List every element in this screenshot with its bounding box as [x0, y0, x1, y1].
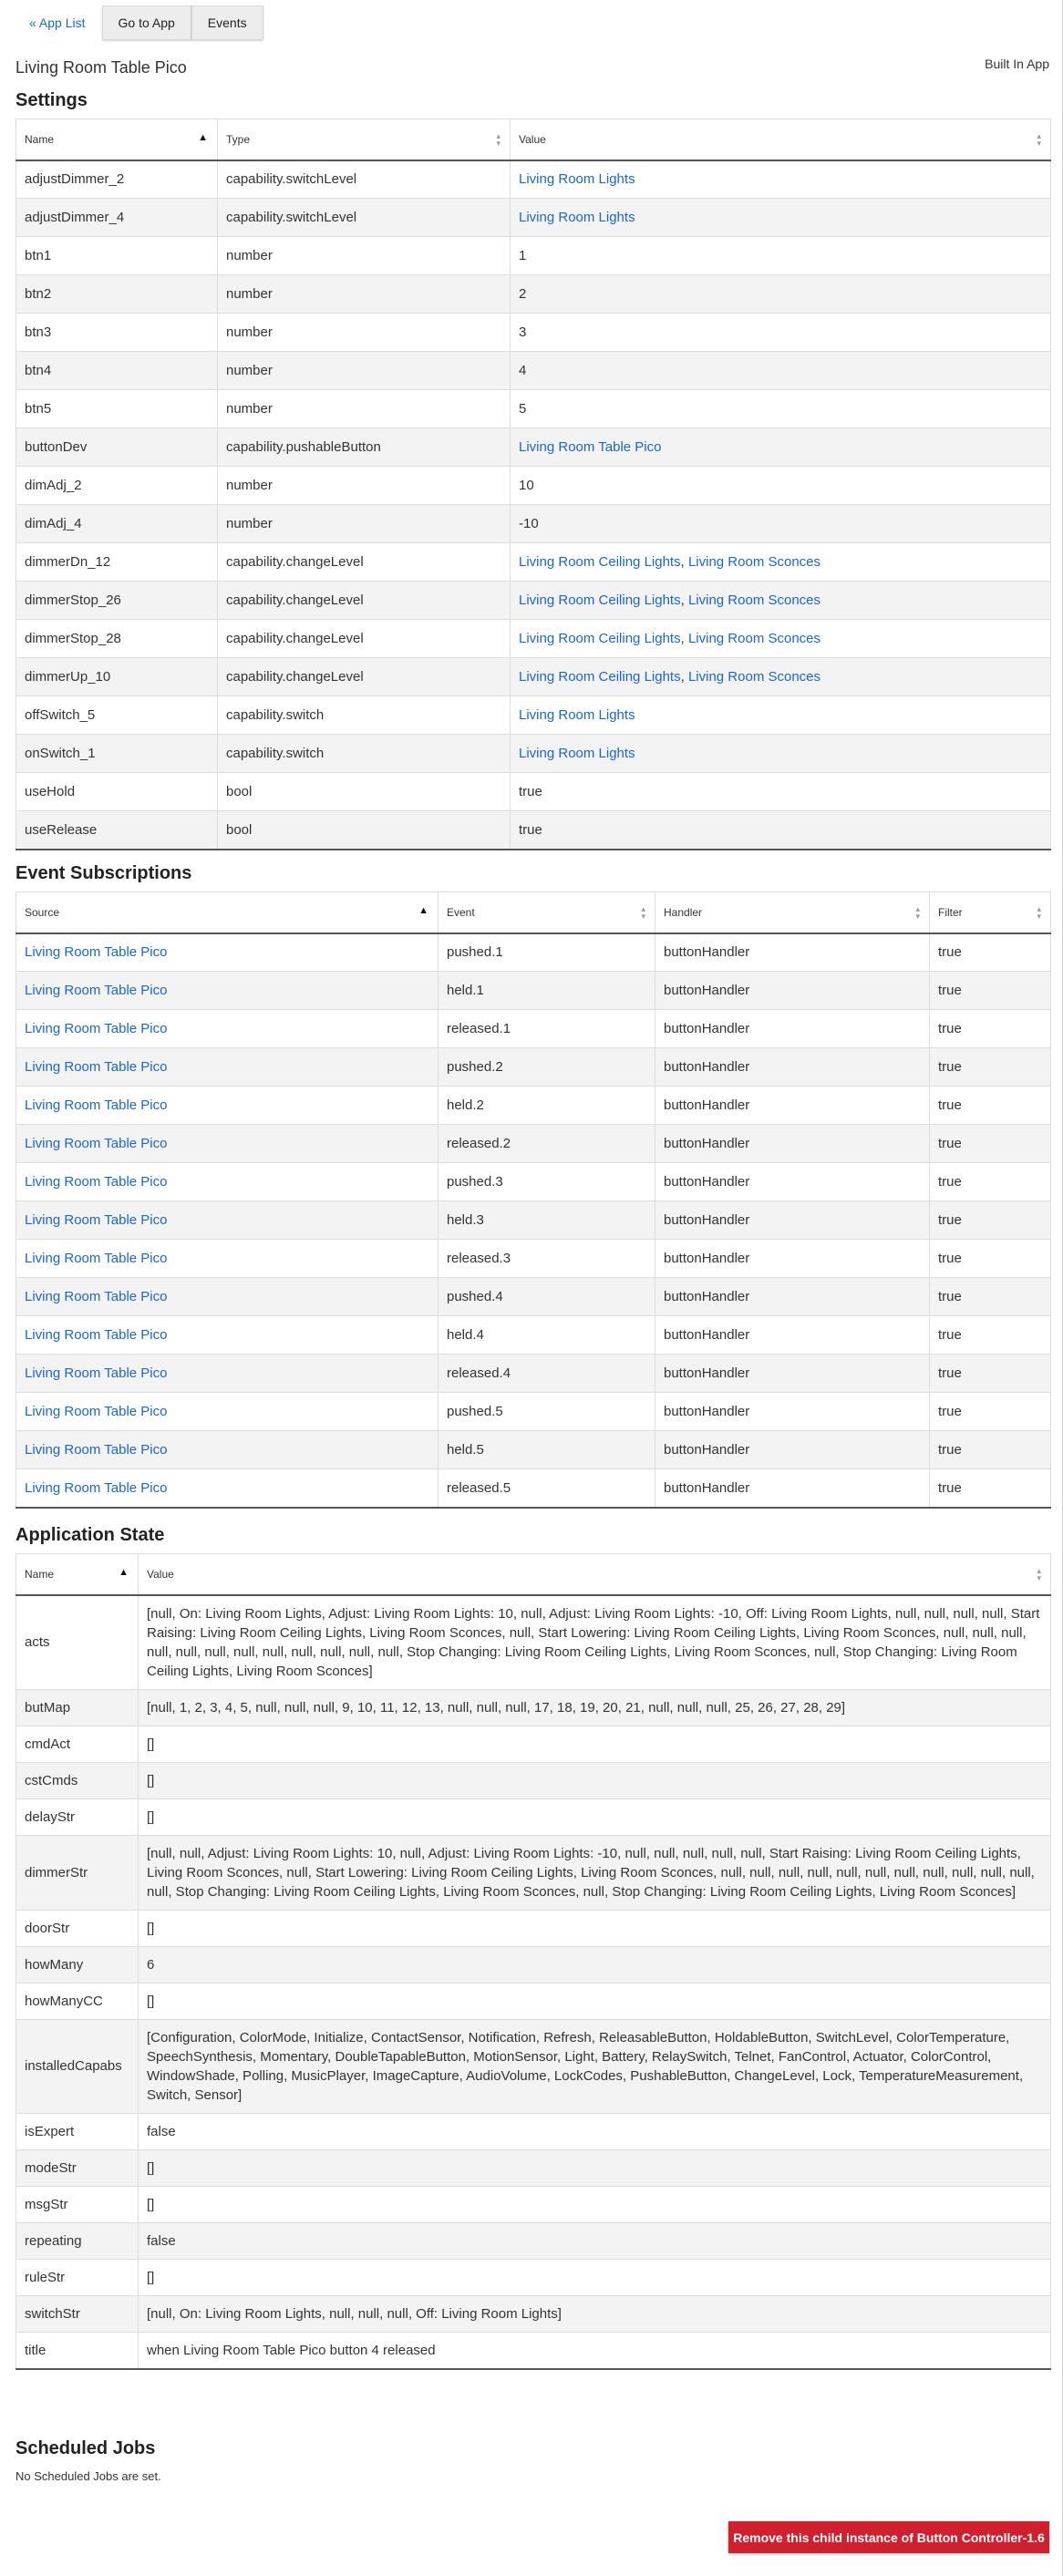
table-row	[16, 1355, 1051, 1393]
setting-value-text: 1	[519, 248, 527, 263]
subscription-handler: buttonHandler	[655, 1087, 930, 1125]
table-row	[16, 1946, 1051, 1983]
subscription-event: held.1	[439, 972, 655, 1010]
subscription-source	[16, 1431, 439, 1469]
subscription-handler: buttonHandler	[655, 1393, 930, 1431]
device-link[interactable]: Living Room Lights	[519, 746, 635, 761]
setting-value-text: 2	[519, 286, 527, 302]
subscription-filter: true	[930, 1393, 1051, 1431]
setting-value	[511, 467, 1051, 505]
state-name: howMany	[16, 1946, 139, 1983]
source-device-link[interactable]: Living Room Table Pico	[25, 1136, 168, 1151]
sort-arrows-icon: ▴ ▾	[915, 904, 920, 921]
setting-value-text: true	[519, 784, 542, 799]
table-row	[16, 428, 1051, 467]
setting-type: number	[218, 275, 511, 314]
setting-name: dimmerStop_26	[16, 582, 218, 620]
subscription-handler: buttonHandler	[655, 1278, 930, 1316]
subscription-filter: true	[930, 1010, 1051, 1048]
source-device-link[interactable]: Living Room Table Pico	[25, 1365, 168, 1381]
device-link[interactable]: Living Room Sconces	[687, 669, 821, 685]
state-value: []	[139, 2149, 1051, 2186]
table-row	[16, 1726, 1051, 1762]
table-row	[16, 2295, 1051, 2332]
subscription-handler: buttonHandler	[655, 1431, 930, 1469]
device-link[interactable]: Living Room Lights	[519, 210, 635, 225]
subscription-handler: buttonHandler	[655, 1201, 930, 1240]
device-link[interactable]: Living Room Sconces	[687, 631, 821, 646]
subscription-event: pushed.1	[439, 933, 655, 972]
subscription-event: held.5	[439, 1431, 655, 1469]
setting-value	[511, 237, 1051, 275]
table-row	[16, 2186, 1051, 2222]
settings-header-type[interactable]	[218, 119, 511, 160]
table-row	[16, 1595, 1051, 1690]
table-row	[16, 1983, 1051, 2019]
setting-type: number	[218, 467, 511, 505]
table-row	[16, 2222, 1051, 2259]
setting-type: capability.changeLevel	[218, 658, 511, 696]
state-name: howManyCC	[16, 1983, 139, 2019]
table-row	[16, 505, 1051, 543]
subscription-event: held.3	[439, 1201, 655, 1240]
setting-name: useHold	[16, 773, 218, 811]
subscription-source	[16, 933, 439, 972]
setting-name: dimmerUp_10	[16, 658, 218, 696]
device-link[interactable]: Living Room Ceiling Lights	[519, 669, 681, 685]
source-device-link[interactable]: Living Room Table Pico	[25, 1059, 168, 1075]
subscription-event: released.2	[439, 1125, 655, 1163]
state-value: []	[139, 1762, 1051, 1798]
state-value: [null, null, Adjust: Living Room Lights: 10, null, Adjust: Living Room Lights: -10, null, null, null, null, null, Start Raising: Living Room Ceiling Lights, Living Room Sconces, null, Start Lowering: Living Room Ceiling Lights, Living Room Sconces, null, null, null, null, null, null, null, null, null, null, null, null, Stop Changing: Living Room Ceiling Lights, Living Room Sconces, null, Stop Changing: Living Room Ceiling Lights, Living Room Sconces]	[139, 1835, 1051, 1910]
setting-type: number	[218, 314, 511, 352]
source-device-link[interactable]: Living Room Table Pico	[25, 1404, 168, 1419]
table-row	[16, 1910, 1051, 1946]
table-row	[16, 933, 1051, 972]
setting-value	[511, 199, 1051, 237]
table-row	[16, 773, 1051, 811]
device-link[interactable]: Living Room Lights	[519, 171, 635, 188]
setting-value: Living Room Ceiling Lights, Living Room Sconces	[511, 658, 1051, 696]
table-row	[16, 1316, 1051, 1355]
subscription-event: pushed.3	[439, 1163, 655, 1201]
subscription-filter: true	[930, 1469, 1051, 1508]
state-name: cstCmds	[16, 1762, 139, 1798]
subscription-handler: buttonHandler	[655, 1163, 930, 1201]
setting-type: number	[218, 505, 511, 543]
device-link[interactable]: Living Room Sconces	[687, 592, 821, 608]
table-row	[16, 1201, 1051, 1240]
source-device-link[interactable]: Living Room Table Pico	[25, 1174, 168, 1190]
sort-arrows-icon: ▴ ▾	[641, 904, 645, 921]
setting-type: bool	[218, 811, 511, 850]
subscription-filter: true	[930, 972, 1051, 1010]
table-row	[16, 620, 1051, 658]
setting-name: buttonDev	[16, 428, 218, 467]
table-row	[16, 972, 1051, 1010]
subscription-filter: true	[930, 1240, 1051, 1278]
subscription-event: released.4	[439, 1355, 655, 1393]
state-name: modeStr	[16, 2149, 139, 2186]
subscription-event: pushed.5	[439, 1393, 655, 1431]
setting-value	[511, 505, 1051, 543]
source-device-link[interactable]: Living Room Table Pico	[25, 1212, 168, 1228]
table-row	[16, 1278, 1051, 1316]
table-row	[16, 811, 1051, 850]
state-value: [null, On: Living Room Lights, null, null, null, Off: Living Room Lights]	[139, 2295, 1051, 2332]
setting-type: capability.switchLevel	[218, 199, 511, 237]
table-row	[16, 658, 1051, 696]
setting-value-text: -10	[519, 516, 539, 531]
source-device-link[interactable]: Living Room Table Pico	[25, 1289, 168, 1304]
state-value: false	[139, 2113, 1051, 2149]
settings-title: Settings	[15, 90, 88, 110]
table-row	[16, 2113, 1051, 2149]
events-button[interactable]: Events	[191, 5, 263, 40]
state-value: false	[139, 2222, 1051, 2259]
source-device-link[interactable]: Living Room Table Pico	[25, 1097, 168, 1113]
subscription-event: released.3	[439, 1240, 655, 1278]
subscription-source	[16, 972, 439, 1010]
setting-name: btn3	[16, 314, 218, 352]
setting-name: dimmerStop_28	[16, 620, 218, 658]
subscription-filter: true	[930, 1087, 1051, 1125]
table-row	[16, 1048, 1051, 1087]
setting-value-text: true	[519, 821, 542, 838]
setting-type: number	[218, 390, 511, 428]
subscriptions-header-event-label: Event	[447, 905, 475, 919]
table-row	[16, 2332, 1051, 2369]
setting-value: Living Room Ceiling Lights, Living Room Sconces	[511, 543, 1051, 582]
setting-name: onSwitch_1	[16, 735, 218, 773]
state-name: isExpert	[16, 2113, 139, 2149]
settings-table-body	[16, 160, 1051, 850]
state-value: []	[139, 1726, 1051, 1762]
table-row	[16, 2149, 1051, 2186]
table-row	[16, 160, 1051, 199]
source-device-link[interactable]: Living Room Table Pico	[25, 983, 168, 998]
setting-name: dimAdj_4	[16, 505, 218, 543]
subscription-source	[16, 1125, 439, 1163]
subscriptions-header-filter-label: Filter	[938, 905, 963, 919]
table-row	[16, 1835, 1051, 1910]
table-row	[16, 1689, 1051, 1726]
setting-type: capability.changeLevel	[218, 582, 511, 620]
state-value: [null, 1, 2, 3, 4, 5, null, null, null, 9, 10, 11, 12, 13, null, null, null, 17, 18, 19, 20, 21, null, null, null, 25, 26, 27, 28, 29]	[139, 1689, 1051, 1726]
subscription-handler: buttonHandler	[655, 1125, 930, 1163]
state-name: ruleStr	[16, 2259, 139, 2295]
app-list-link[interactable]: « App List	[29, 15, 86, 30]
settings-header-type-label: Type	[226, 132, 251, 146]
setting-name: adjustDimmer_4	[16, 199, 218, 237]
device-link[interactable]: Living Room Sconces	[687, 554, 821, 570]
device-link[interactable]: Living Room Lights	[519, 707, 635, 723]
subscription-handler: buttonHandler	[655, 1010, 930, 1048]
state-name: switchStr	[16, 2295, 139, 2332]
settings-header-name[interactable]	[16, 119, 218, 160]
table-row	[16, 1469, 1051, 1508]
subscriptions-table	[15, 891, 1051, 1509]
table-row	[16, 1240, 1051, 1278]
state-name: delayStr	[16, 1798, 139, 1835]
setting-type: number	[218, 237, 511, 275]
settings-header-value-label: Value	[519, 132, 546, 146]
subscription-filter: true	[930, 1048, 1051, 1087]
setting-value	[511, 390, 1051, 428]
app-kind-label: Built In App	[985, 57, 1049, 71]
state-name: repeating	[16, 2222, 139, 2259]
setting-type: capability.switch	[218, 735, 511, 773]
subscription-event: held.2	[439, 1087, 655, 1125]
table-row	[16, 1087, 1051, 1125]
state-name: msgStr	[16, 2186, 139, 2222]
subscription-source	[16, 1393, 439, 1431]
setting-value	[511, 275, 1051, 314]
subscriptions-title: Event Subscriptions	[15, 863, 192, 883]
state-table	[15, 1553, 1051, 2370]
setting-value	[511, 811, 1051, 850]
setting-name: btn2	[16, 275, 218, 314]
sort-ascending-icon: ▲	[198, 132, 208, 143]
table-row	[16, 352, 1051, 390]
sort-ascending-icon: ▲	[119, 1567, 129, 1578]
settings-header-name-label: Name	[25, 132, 55, 146]
table-row	[16, 390, 1051, 428]
setting-value	[511, 696, 1051, 735]
setting-name: offSwitch_5	[16, 696, 218, 735]
table-row	[16, 1431, 1051, 1469]
subscriptions-header-source-label: Source	[25, 905, 60, 919]
subscription-filter: true	[930, 1431, 1051, 1469]
sort-arrows-icon: ▴ ▾	[1037, 131, 1041, 148]
setting-name: dimAdj_2	[16, 467, 218, 505]
setting-value	[511, 735, 1051, 773]
state-value: []	[139, 1983, 1051, 2019]
subscription-handler: buttonHandler	[655, 1240, 930, 1278]
subscription-filter: true	[930, 1355, 1051, 1393]
subscriptions-header-filter[interactable]	[930, 892, 1051, 933]
subscriptions-table-body	[16, 933, 1051, 1508]
subscription-source	[16, 1316, 439, 1355]
table-row	[16, 199, 1051, 237]
table-row	[16, 2259, 1051, 2295]
table-row	[16, 237, 1051, 275]
setting-name: adjustDimmer_2	[16, 160, 218, 199]
sort-arrows-icon: ▴ ▾	[1037, 904, 1041, 921]
subscription-event: released.5	[439, 1469, 655, 1508]
subscription-event: pushed.4	[439, 1278, 655, 1316]
setting-type: capability.pushableButton	[218, 428, 511, 467]
source-device-link[interactable]: Living Room Table Pico	[25, 1479, 168, 1496]
source-device-link[interactable]: Living Room Table Pico	[25, 1021, 168, 1036]
sort-ascending-icon: ▲	[418, 905, 428, 916]
subscription-source	[16, 1201, 439, 1240]
state-name: installedCapabs	[16, 2019, 139, 2113]
table-row	[16, 1010, 1051, 1048]
sort-arrows-icon: ▴ ▾	[496, 131, 501, 148]
top-nav	[13, 5, 263, 40]
source-device-link[interactable]: Living Room Table Pico	[25, 944, 168, 961]
setting-type: capability.changeLevel	[218, 620, 511, 658]
state-header-name[interactable]	[16, 1554, 139, 1595]
go-to-app-button[interactable]: Go to App	[102, 5, 191, 40]
device-link[interactable]: Living Room Ceiling Lights	[519, 631, 681, 646]
settings-table	[15, 118, 1051, 850]
state-value: []	[139, 1798, 1051, 1835]
subscription-source	[16, 1469, 439, 1508]
subscription-source	[16, 1163, 439, 1201]
table-row	[16, 275, 1051, 314]
device-link[interactable]: Living Room Table Pico	[519, 439, 662, 455]
sort-arrows-icon: ▴ ▾	[1037, 1566, 1041, 1582]
subscription-source	[16, 1355, 439, 1393]
table-row	[16, 1798, 1051, 1835]
app-title: Living Room Table Pico	[15, 58, 187, 77]
subscription-event: released.1	[439, 1010, 655, 1048]
device-link[interactable]: Living Room Ceiling Lights	[519, 592, 681, 608]
state-value: [Configuration, ColorMode, Initialize, ContactSensor, Notification, Refresh, ReleasableButton, HoldableButton, SwitchLevel, ColorTemperature, SpeechSynthesis, Momentary, DoubleTapableButton, MotionSensor, Light, Battery, RelaySwitch, Telnet, FanControl, Actuator, ColorControl, WindowShade, Polling, MusicPlayer, ImageCapture, AudioVolume, LockCodes, PushableButton, ChangeLevel, Lock, TemperatureMeasurement, Switch, Sensor]	[139, 2019, 1051, 2113]
state-header-value[interactable]	[139, 1554, 1051, 1595]
subscription-handler: buttonHandler	[655, 933, 930, 972]
table-row	[16, 1125, 1051, 1163]
state-name: butMap	[16, 1689, 139, 1726]
table-row	[16, 696, 1051, 735]
subscription-handler: buttonHandler	[655, 1316, 930, 1355]
subscription-source	[16, 1048, 439, 1087]
table-row	[16, 1762, 1051, 1798]
state-name: title	[16, 2332, 139, 2369]
setting-value-text: 10	[519, 478, 534, 493]
subscription-filter: true	[930, 1201, 1051, 1240]
subscription-filter: true	[930, 933, 1051, 972]
subscription-filter: true	[930, 1163, 1051, 1201]
table-row	[16, 314, 1051, 352]
state-name: doorStr	[16, 1910, 139, 1946]
setting-value-text: 5	[519, 401, 527, 417]
state-header-value-label: Value	[147, 1567, 174, 1581]
setting-value-text: 3	[519, 325, 527, 340]
state-value: []	[139, 1910, 1051, 1946]
subscriptions-header-event[interactable]	[439, 892, 655, 933]
setting-type: capability.switchLevel	[218, 160, 511, 199]
setting-name: useRelease	[16, 811, 218, 850]
subscription-filter: true	[930, 1316, 1051, 1355]
source-device-link[interactable]: Living Room Table Pico	[25, 1327, 168, 1343]
setting-value	[511, 314, 1051, 352]
state-name: dimmerStr	[16, 1835, 139, 1910]
subscription-event: pushed.2	[439, 1048, 655, 1087]
subscription-source	[16, 1240, 439, 1278]
state-name: cmdAct	[16, 1726, 139, 1762]
setting-value-text: 4	[519, 363, 527, 378]
subscription-handler: buttonHandler	[655, 1355, 930, 1393]
subscription-handler: buttonHandler	[655, 1469, 930, 1508]
state-value: when Living Room Table Pico button 4 released	[139, 2332, 1051, 2369]
scheduled-title: Scheduled Jobs	[15, 2438, 156, 2458]
setting-value	[511, 773, 1051, 811]
settings-header-value[interactable]	[511, 119, 1051, 160]
subscriptions-header-handler[interactable]	[655, 892, 930, 933]
subscription-handler: buttonHandler	[655, 972, 930, 1010]
device-link[interactable]: Living Room Ceiling Lights	[519, 554, 681, 570]
state-table-body	[16, 1595, 1051, 2369]
state-header-name-label: Name	[25, 1567, 55, 1581]
source-device-link[interactable]: Living Room Table Pico	[25, 1442, 168, 1458]
table-row	[16, 543, 1051, 582]
setting-type: capability.switch	[218, 696, 511, 735]
subscription-handler: buttonHandler	[655, 1048, 930, 1087]
subscriptions-header-handler-label: Handler	[664, 905, 703, 919]
subscription-event: held.4	[439, 1316, 655, 1355]
subscription-source	[16, 1278, 439, 1316]
setting-name: btn5	[16, 390, 218, 428]
subscriptions-header-source[interactable]	[16, 892, 439, 933]
table-row	[16, 582, 1051, 620]
subscription-source	[16, 1010, 439, 1048]
source-device-link[interactable]: Living Room Table Pico	[25, 1251, 168, 1266]
setting-name: dimmerDn_12	[16, 543, 218, 582]
table-row	[16, 1393, 1051, 1431]
table-row	[16, 2019, 1051, 2113]
setting-value	[511, 428, 1051, 467]
subscription-filter: true	[930, 1278, 1051, 1316]
scheduled-empty-text: No Scheduled Jobs are set.	[15, 2469, 161, 2483]
setting-name: btn4	[16, 352, 218, 390]
state-value: [null, On: Living Room Lights, Adjust: Living Room Lights: 10, null, Adjust: Living Room Lights: -10, Off: Living Room Lights, null, null, null, null, Start Raising: Living Room Ceiling Lights, Living Room Sconces, null, Start Lowering: Living Room Ceiling Lights, Living Room Sconces, null, null, null, null, null, null, null, null, null, null, null, null, Stop Changing: Living Room Ceiling Lights, Living Room Sconces, null, Stop Changing: Living Room Ceiling Lights, Living Room Sconces]	[139, 1595, 1051, 1690]
setting-value	[511, 352, 1051, 390]
state-title: Application State	[15, 1525, 165, 1545]
state-value: 6	[139, 1946, 1051, 1983]
table-row	[16, 1163, 1051, 1201]
setting-type: capability.changeLevel	[218, 543, 511, 582]
state-value: []	[139, 2186, 1051, 2222]
subscription-filter: true	[930, 1125, 1051, 1163]
remove-child-instance-button[interactable]: Remove this child instance of Button Controller-1.6	[728, 2521, 1049, 2553]
setting-value: Living Room Ceiling Lights, Living Room Sconces	[511, 620, 1051, 658]
setting-value: Living Room Ceiling Lights, Living Room Sconces	[511, 582, 1051, 620]
setting-value	[511, 160, 1051, 199]
setting-type: number	[218, 352, 511, 390]
table-row	[16, 467, 1051, 505]
table-row	[16, 735, 1051, 773]
setting-name: btn1	[16, 237, 218, 275]
state-value: []	[139, 2259, 1051, 2295]
subscription-source	[16, 1087, 439, 1125]
state-name: acts	[16, 1595, 139, 1690]
setting-type: bool	[218, 773, 511, 811]
